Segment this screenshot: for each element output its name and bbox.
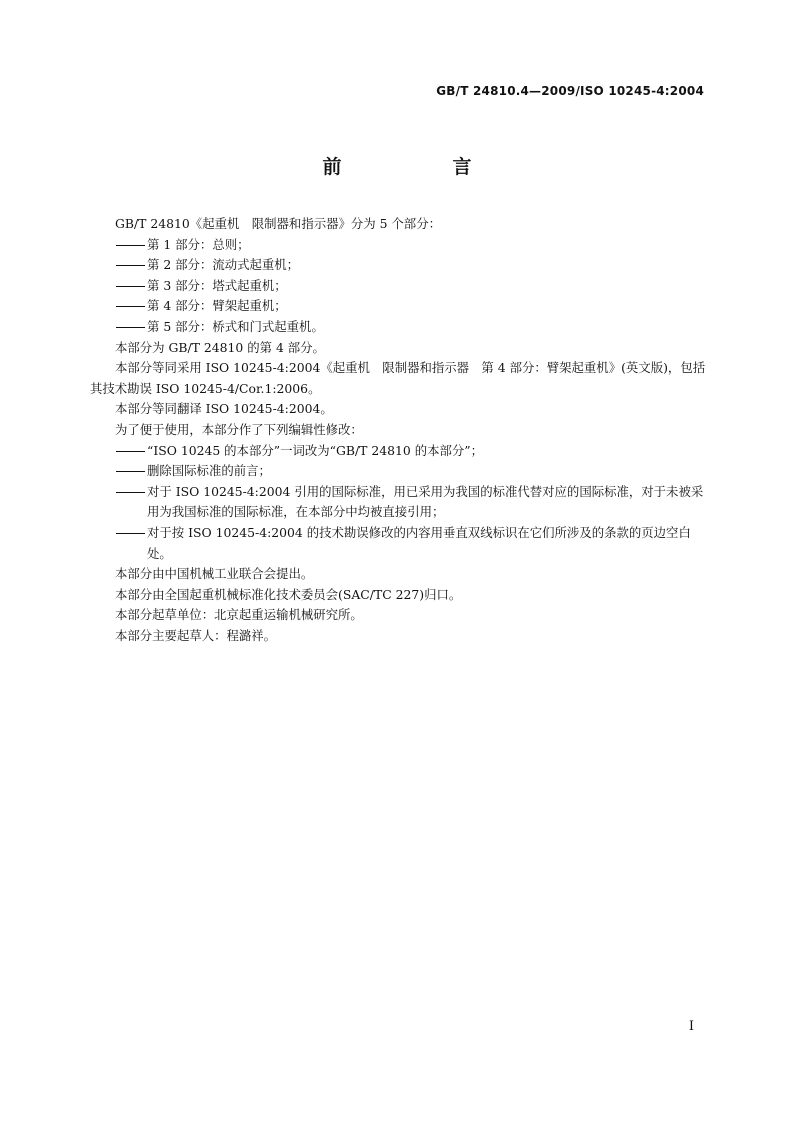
- paragraph-text: 本部分等同采用 ISO 10245-4:2004《起重机 限制器和指示器 第 4 部分：臂架起重机》(英文版)，包括其技术勘误 ISO 10245-4/Cor.1:2006。: [90, 360, 706, 396]
- paragraph-text: 第 4 部分：臂架起重机；: [147, 298, 287, 314]
- paragraph-text: 本部分由全国起重机械标准化技术委员会(SAC/TC 227)归口。: [115, 586, 462, 602]
- list-item: [90, 317, 706, 338]
- em-dash-marker: [116, 245, 145, 246]
- paragraph-text: 对于 ISO 10245-4:2004 引用的国际标准，用已采用为我国的标准代替对应的国际标准，对于未被采用为我国标准的国际标准，在本部分中均被直接引用；: [147, 483, 704, 520]
- list-item: [90, 235, 706, 256]
- paragraph-text: “ISO 10245 的本部分”一词改为“GB/T 24810 的本部分”；: [147, 442, 483, 458]
- list-item: [90, 441, 706, 462]
- page-title: 前 言: [322, 156, 518, 178]
- paragraph-text: 为了便于使用，本部分作了下列编辑性修改：: [115, 421, 363, 437]
- em-dash-marker: [116, 451, 145, 452]
- paragraph-text: 第 5 部分：桥式和门式起重机。: [147, 318, 324, 334]
- foreword-body: [90, 214, 706, 646]
- list-item: [90, 255, 706, 276]
- paragraph-text: 第 3 部分：塔式起重机；: [147, 277, 287, 293]
- list-item: [90, 461, 706, 482]
- paragraph: [90, 626, 706, 647]
- list-item: [90, 523, 706, 564]
- list-item: [90, 482, 706, 523]
- em-dash-marker: [116, 492, 145, 493]
- paragraph: [90, 585, 706, 606]
- paragraph-text: 本部分为 GB/T 24810 的第 4 部分。: [115, 339, 325, 355]
- paragraph-text: 对于按 ISO 10245-4:2004 的技术勘误修改的内容用垂直双线标识在它们所涉及的条款的页边空白处。: [147, 524, 691, 561]
- page-number: I: [688, 1019, 694, 1034]
- em-dash-marker: [116, 265, 145, 266]
- paragraph-text: 本部分等同翻译 ISO 10245-4:2004。: [115, 401, 333, 417]
- paragraph: [90, 399, 706, 420]
- paragraph: [90, 338, 706, 359]
- paragraph-text: 第 2 部分：流动式起重机；: [147, 257, 300, 273]
- paragraph: [90, 358, 706, 399]
- paragraph-text: 第 1 部分：总则；: [147, 236, 250, 252]
- em-dash-marker: [116, 471, 145, 472]
- paragraph: [90, 214, 706, 235]
- paragraph: [90, 420, 706, 441]
- em-dash-marker: [116, 306, 145, 307]
- list-item: [90, 296, 706, 317]
- paragraph-text: 本部分起草单位：北京起重运输机械研究所。: [115, 607, 363, 623]
- em-dash-marker: [116, 286, 145, 287]
- paragraph: [90, 564, 706, 585]
- paragraph-text: 删除国际标准的前言；: [147, 463, 271, 479]
- standard-code-header: GB/T 24810.4—2009/ISO 10245-4:2004: [436, 84, 704, 98]
- paragraph-text: GB/T 24810《起重机 限制器和指示器》分为 5 个部分：: [115, 216, 441, 231]
- paragraph-text: 本部分由中国机械工业联合会提出。: [115, 566, 314, 582]
- list-item: [90, 276, 706, 297]
- paragraph-text: 本部分主要起草人：程潞祥。: [115, 627, 277, 643]
- paragraph: [90, 605, 706, 626]
- em-dash-marker: [116, 533, 145, 534]
- em-dash-marker: [116, 327, 145, 328]
